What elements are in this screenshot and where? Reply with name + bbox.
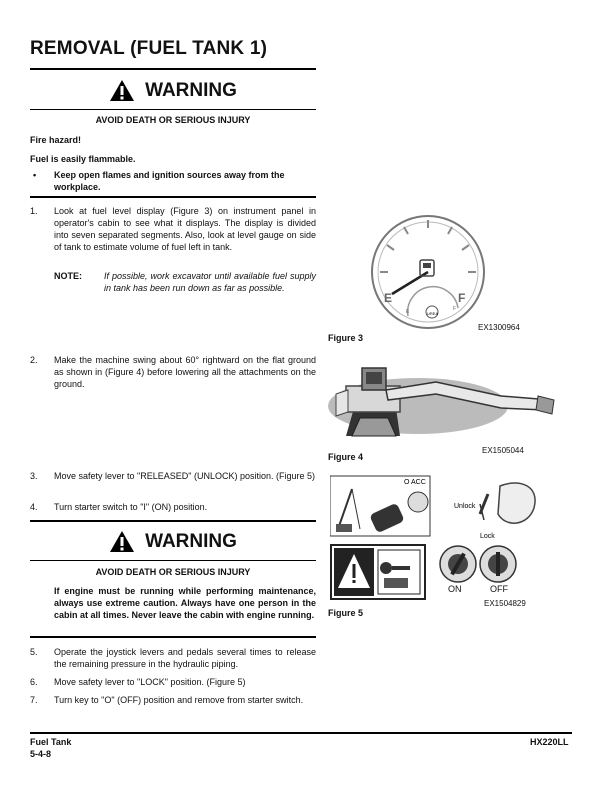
fig5-on-label: ON xyxy=(448,584,462,594)
figure4-excavator xyxy=(326,356,558,450)
warning-header-2 xyxy=(30,530,316,558)
figure5-key-lever-panel xyxy=(330,474,554,540)
footer-rule xyxy=(30,732,572,734)
step-number: 2. xyxy=(30,355,38,365)
warning-subheading-1: AVOID DEATH OR SERIOUS INJURY xyxy=(95,115,251,125)
step-number: 3. xyxy=(30,471,38,481)
step-3 xyxy=(30,470,316,482)
warning-rule-1 xyxy=(30,109,316,110)
warning1-line2: Fuel is easily flammable. xyxy=(30,154,136,164)
figure5-label: Figure 5 xyxy=(328,608,364,618)
warning2-top-rule xyxy=(30,520,316,522)
figure5-key-switch-on xyxy=(438,544,478,584)
figure5-warning-decal xyxy=(330,544,426,600)
step-number: 1. xyxy=(30,206,38,216)
step-number: 4. xyxy=(30,502,38,512)
footer-section: Fuel Tank xyxy=(30,737,72,747)
fig5-unlock-label: Unlock xyxy=(454,503,476,510)
warning2-text: If engine must be running while performing maintenance, always use extreme caution. Always have one person in the cabin at all times. Never leave the cabin with engine running. xyxy=(54,586,316,620)
footer-page-number: 5-4-8 xyxy=(30,749,52,759)
note-text: If possible, work excavator until available fuel supply in tank has been run down as far as possible. xyxy=(104,271,316,293)
step-text: Make the machine swing about 60° rightward on the flat ground as shown in (Figure 4) before lowering all the attachments on the ground. xyxy=(54,355,316,389)
figure5-key-switch-off xyxy=(478,544,518,584)
warning-title-2: WARNING xyxy=(145,530,237,552)
warning2-end-rule xyxy=(30,636,316,638)
gauge-f-label: F xyxy=(458,291,466,305)
gauge-small-e: E xyxy=(406,309,410,315)
figure3-label: Figure 3 xyxy=(328,333,364,343)
step-text: Move safety lever to "LOCK" position. (Figure 5) xyxy=(54,677,246,687)
step-number: 6. xyxy=(30,677,38,687)
gauge-small-label: UREA xyxy=(427,311,439,316)
step-text: Move safety lever to "RELEASED" (UNLOCK) position. (Figure 5) xyxy=(54,471,315,481)
figure3-fuel-gauge xyxy=(366,212,492,330)
note xyxy=(54,270,316,294)
page-title: REMOVAL (FUEL TANK 1) xyxy=(30,38,268,59)
step-7 xyxy=(30,694,316,706)
step-text: Turn key to "O" (OFF) position and remove from starter switch. xyxy=(54,695,304,705)
gauge-small-f: F xyxy=(453,306,457,312)
step-text: Operate the joystick levers and pedals several times to release the remaining pressure in the hydraulic piping. xyxy=(54,647,316,669)
warning-rule-2 xyxy=(30,560,316,561)
gauge-e-label: E xyxy=(384,291,393,305)
figure3-code: EX1300964 xyxy=(478,323,520,332)
figure4-code: EX1505044 xyxy=(482,446,524,455)
warning-subheading-2: AVOID DEATH OR SERIOUS INJURY xyxy=(95,567,251,577)
warning-title-1: WARNING xyxy=(145,79,237,101)
step-text: Turn starter switch to "I" (ON) position. xyxy=(54,502,208,512)
warning-triangle-icon xyxy=(109,79,135,102)
figure5-code: EX1504829 xyxy=(484,599,526,608)
warning1-bullet-mark: • xyxy=(33,170,37,180)
warning-triangle-icon xyxy=(109,530,135,553)
step-5 xyxy=(30,646,316,670)
warning1-end-rule xyxy=(30,196,316,198)
step-1 xyxy=(30,205,316,253)
fig5-off-label: OFF xyxy=(490,584,508,594)
warning1-bullet: Keep open flames and ignition sources away from the workplace. xyxy=(54,170,285,192)
warning-header-1 xyxy=(30,79,316,107)
step-6 xyxy=(30,676,316,688)
footer-model: HX220LL xyxy=(530,737,569,747)
step-4 xyxy=(30,501,316,513)
title-rule xyxy=(30,68,316,70)
fig5-lock-label: Lock xyxy=(480,533,495,540)
step-text: Look at fuel level display (Figure 3) on instrument panel in operator's cabin to see what it displays. The display is divided into seven separated segments. Also, look at level gauge on side of tank to estimate volume of fuel left in tank. xyxy=(54,206,316,252)
figure4-label: Figure 4 xyxy=(328,452,364,462)
note-label: NOTE: xyxy=(54,271,82,281)
step-2 xyxy=(30,354,316,390)
step-number: 5. xyxy=(30,647,38,657)
step-number: 7. xyxy=(30,695,38,705)
warning1-line1: Fire hazard! xyxy=(30,135,82,145)
fig5-o-acc-label: O ACC xyxy=(404,479,426,486)
